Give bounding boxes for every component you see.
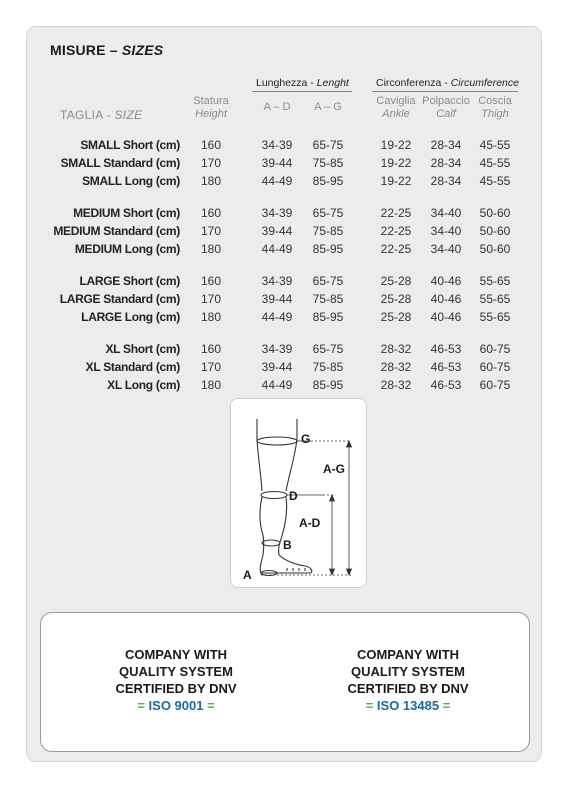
cell-ankle: 25-28 [380,310,412,324]
cell-a-g: 75-85 [312,292,344,306]
cell-ankle: 19-22 [380,174,412,188]
cell-a-g: 75-85 [312,360,344,374]
statura-header: Statura Height [193,95,229,120]
cell-calf: 40-46 [430,292,462,306]
cert-line: QUALITY SYSTEM [351,664,465,679]
cell-thigh: 55-65 [479,292,511,306]
cert-line: QUALITY SYSTEM [119,664,233,679]
cell-thigh: 45-55 [479,138,511,152]
cell-size: LARGE Short (cm) [79,274,180,288]
cell-thigh: 55-65 [479,310,511,324]
cell-height: 180 [200,242,222,256]
taglia-header: TAGLIA - SIZE [60,108,143,122]
cell-ankle: 28-32 [380,378,412,392]
cell-a-d: 44-49 [261,174,293,188]
cell-size: LARGE Standard (cm) [59,292,180,306]
cell-thigh: 50-60 [479,206,511,220]
cell-height: 180 [200,310,222,324]
cell-a-d: 39-44 [261,360,293,374]
cell-a-d: 34-39 [261,274,293,288]
diagram-label-g: G [301,432,311,446]
diagram-label-ad: A-D [299,516,321,530]
cell-height: 160 [200,138,222,152]
polpaccio-header: Polpaccio Calf [422,95,470,120]
table-row [0,342,565,360]
cell-height: 170 [200,224,222,238]
table-row [0,174,565,192]
cell-a-d: 44-49 [261,242,293,256]
cell-calf: 46-53 [430,360,462,374]
cell-calf: 46-53 [430,342,462,356]
cell-a-g: 75-85 [312,156,344,170]
cell-height: 170 [200,360,222,374]
cell-calf: 28-34 [430,156,462,170]
cell-calf: 28-34 [430,174,462,188]
cell-ankle: 22-25 [380,224,412,238]
cell-a-g: 65-75 [312,138,344,152]
cell-a-g: 85-95 [312,378,344,392]
cell-ankle: 19-22 [380,156,412,170]
cell-height: 180 [200,378,222,392]
cell-a-d: 39-44 [261,292,293,306]
cert-line: COMPANY WITH [124,647,228,662]
cell-height: 160 [200,274,222,288]
table-row [0,310,565,328]
cell-size: MEDIUM Short (cm) [73,206,180,220]
cert-line: CERTIFIED BY DNV [347,681,469,696]
cell-size: MEDIUM Standard (cm) [53,224,180,238]
ag-header: A – G [314,101,342,113]
diagram-label-a: A [243,568,252,582]
cell-calf: 34-40 [430,224,462,238]
cell-a-d: 34-39 [261,138,293,152]
diagram-label-b: B [283,538,292,552]
cell-ankle: 28-32 [380,360,412,374]
coscia-header: Coscia Thigh [478,95,512,120]
cert-iso-line: = ISO 13485 = [365,698,451,713]
cell-size: SMALL Standard (cm) [60,156,180,170]
ad-header: A – D [263,101,291,113]
cell-size: LARGE Long (cm) [81,310,180,324]
cell-ankle: 25-28 [380,292,412,306]
cell-size: SMALL Short (cm) [80,138,180,152]
cell-a-d: 34-39 [261,206,293,220]
cell-calf: 34-40 [430,242,462,256]
circumference-group-rule [372,91,518,92]
cell-thigh: 60-75 [479,342,511,356]
diagram-label-ag: A-G [323,462,345,476]
caviglia-header: Caviglia Ankle [376,95,416,120]
cell-ankle: 25-28 [380,274,412,288]
leg-diagram-svg [231,399,368,589]
table-row [0,378,565,396]
cell-a-g: 65-75 [312,206,344,220]
cell-height: 180 [200,174,222,188]
table-row [0,292,565,310]
cell-thigh: 60-75 [479,360,511,374]
table-row [0,360,565,378]
cert-line: COMPANY WITH [356,647,460,662]
leg-diagram [230,398,367,588]
cell-ankle: 28-32 [380,342,412,356]
cell-ankle: 19-22 [380,138,412,152]
circumference-group-header: Circonferenza - Circumference [376,77,519,89]
page-title: MISURE – SIZES [50,42,164,58]
cert-iso-line: = ISO 9001 = [137,698,215,713]
length-group-rule [252,91,352,92]
cert-line: CERTIFIED BY DNV [115,681,237,696]
cell-calf: 40-46 [430,274,462,288]
table-row [0,206,565,224]
cell-size: XL Short (cm) [105,342,180,356]
cell-calf: 46-53 [430,378,462,392]
cell-calf: 40-46 [430,310,462,324]
cell-height: 160 [200,206,222,220]
cell-a-g: 85-95 [312,310,344,324]
table-row [0,138,565,156]
table-row [0,274,565,292]
cell-size: MEDIUM Long (cm) [74,242,180,256]
cell-size: SMALL Long (cm) [82,174,180,188]
cell-a-d: 44-49 [261,378,293,392]
cell-thigh: 50-60 [479,242,511,256]
table-row [0,156,565,174]
cert-iso-13485 [308,646,508,714]
cell-thigh: 55-65 [479,274,511,288]
cell-a-g: 75-85 [312,224,344,238]
table-row [0,242,565,260]
cell-calf: 28-34 [430,138,462,152]
cell-thigh: 45-55 [479,174,511,188]
cell-height: 170 [200,156,222,170]
cell-ankle: 22-25 [380,242,412,256]
cell-calf: 34-40 [430,206,462,220]
cell-thigh: 50-60 [479,224,511,238]
cell-a-d: 39-44 [261,224,293,238]
cell-size: XL Standard (cm) [85,360,180,374]
cell-a-g: 85-95 [312,242,344,256]
cell-a-d: 34-39 [261,342,293,356]
cell-thigh: 60-75 [479,378,511,392]
table-row [0,224,565,242]
cell-a-g: 65-75 [312,274,344,288]
cell-size: XL Long (cm) [107,378,180,392]
diagram-label-d: D [289,489,298,503]
cell-a-d: 39-44 [261,156,293,170]
length-group-header: Lunghezza - Lenght [256,77,349,89]
cell-height: 170 [200,292,222,306]
cell-a-g: 65-75 [312,342,344,356]
cell-thigh: 45-55 [479,156,511,170]
cell-a-d: 44-49 [261,310,293,324]
cell-ankle: 22-25 [380,206,412,220]
cell-height: 160 [200,342,222,356]
cell-a-g: 85-95 [312,174,344,188]
cert-iso-9001 [76,646,276,714]
